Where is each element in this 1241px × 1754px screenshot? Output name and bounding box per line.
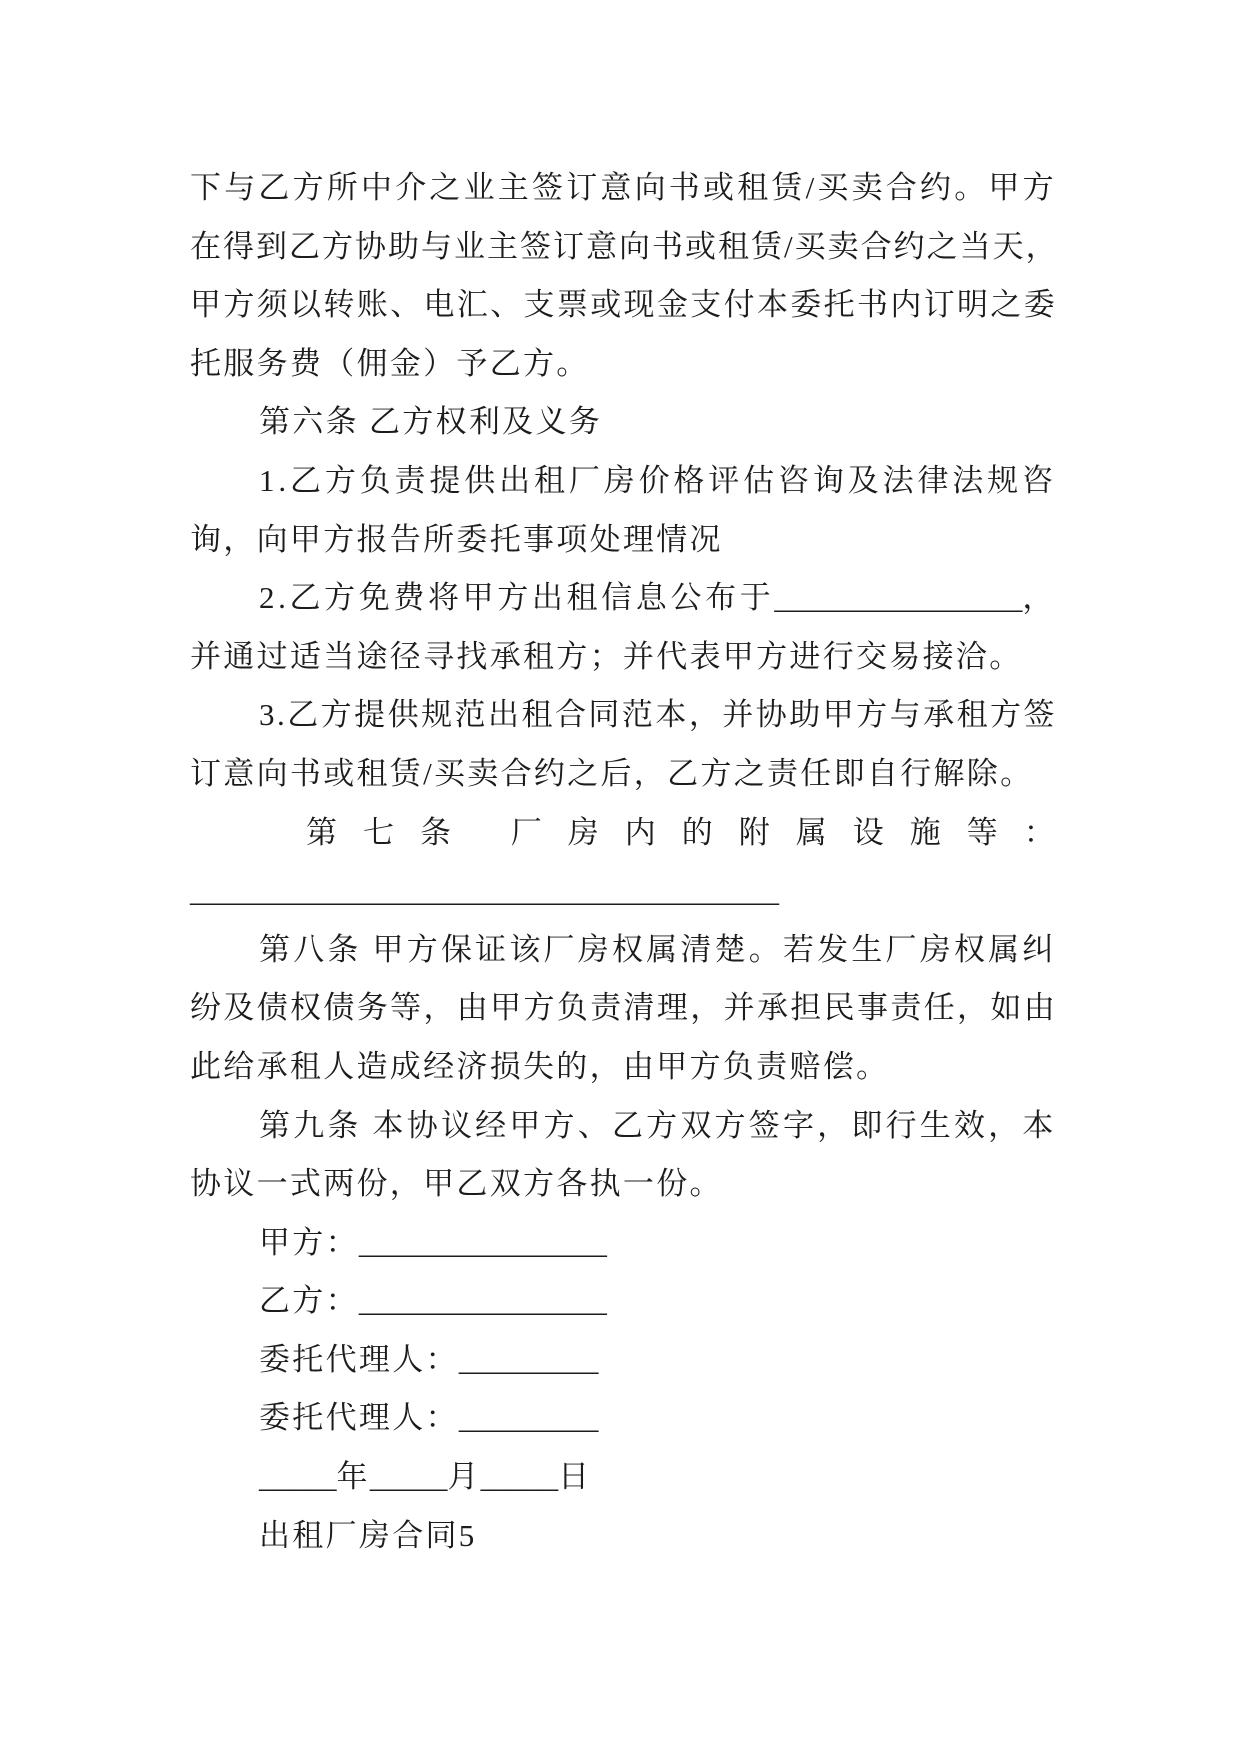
clause-6-item-3-line: 3.乙方提供规范出租合同范本，并协助甲方与承租方签 — [259, 697, 1057, 733]
signature-label: 乙方： — [259, 1283, 359, 1319]
signature-blank: _________ — [458, 1400, 599, 1436]
clause-6-item-2-text: 2.乙方免费将甲方出租信息公布于 — [259, 580, 775, 616]
signature-blank: ________________ — [358, 1224, 607, 1260]
clause-6-item-1-line: 询，向甲方报告所委托事项处理情况 — [190, 521, 723, 557]
signature-blank: ________________ — [358, 1283, 607, 1319]
clause-7-fill-in-blank: ______________________________________ — [190, 873, 779, 909]
signature-label: 委托代理人： — [259, 1400, 459, 1436]
month-blank: _____ — [369, 1459, 448, 1495]
clause-5-line: 托服务费（佣金）予乙方。 — [190, 345, 590, 381]
signature-party-b — [190, 1272, 1057, 1331]
signature-agent — [190, 1331, 1057, 1390]
signature-agent — [190, 1389, 1057, 1448]
signature-party-a — [190, 1214, 1057, 1273]
clause-6-item-2-line: 并通过适当途径寻找承租方；并代表甲方进行交易接洽。 — [190, 638, 1023, 674]
clause-9-line: 第九条 本协议经甲方、乙方双方签字，即行生效，本 — [259, 1107, 1057, 1143]
signing-date — [190, 1448, 1057, 1507]
clause-6-heading: 第六条 乙方权利及义务 — [259, 404, 603, 440]
clause-8-line: 第八条 甲方保证该厂房权属清楚。若发生厂房权属纠 — [259, 931, 1057, 967]
year-blank: _____ — [259, 1459, 337, 1495]
clause-5-line: 甲方须以转账、电汇、支票或现金支付本委托书内订明之委 — [190, 287, 1058, 323]
month-label: 月 — [447, 1459, 481, 1495]
document-body — [190, 159, 1081, 1565]
clause-5-line: 在得到乙方协助与业主签订意向书或租赁/买卖合约之当天， — [190, 228, 1059, 264]
fill-in-blank: ________________ — [774, 580, 1023, 616]
clause-5-line: 下与乙方所中介之业主签订意向书或租赁/买卖合约。甲方 — [190, 170, 1057, 205]
clause-8-line: 此给承租人造成经济损失的，由甲方负责赔偿。 — [190, 1048, 890, 1084]
signature-label: 委托代理人： — [259, 1341, 459, 1377]
clause-9-line: 协议一式两份，甲乙双方各执一份。 — [190, 1166, 723, 1202]
next-contract-title: 出租厂房合同5 — [259, 1517, 477, 1553]
clause-8-line: 纷及债权债务等，由甲方负责清理，并承担民事责任，如由 — [190, 990, 1058, 1026]
clause-7-heading: 第七条 厂房内的附属设施等： — [306, 814, 1081, 850]
clause-6-item-2-punctuation: ， — [1022, 580, 1057, 616]
clause-6-item-3-line: 订意向书或租赁/买卖合约之后，乙方之责任即自行解除。 — [190, 755, 1034, 791]
day-blank: _____ — [480, 1459, 559, 1495]
clause-6-item-2-line — [190, 569, 1057, 628]
signature-blank: _________ — [458, 1341, 599, 1377]
signature-label: 甲方： — [259, 1224, 359, 1260]
year-label: 年 — [336, 1459, 370, 1495]
day-label: 日 — [558, 1459, 592, 1495]
clause-6-item-1-line: 1.乙方负责提供出租厂房价格评估咨询及法律法规咨 — [259, 462, 1057, 498]
